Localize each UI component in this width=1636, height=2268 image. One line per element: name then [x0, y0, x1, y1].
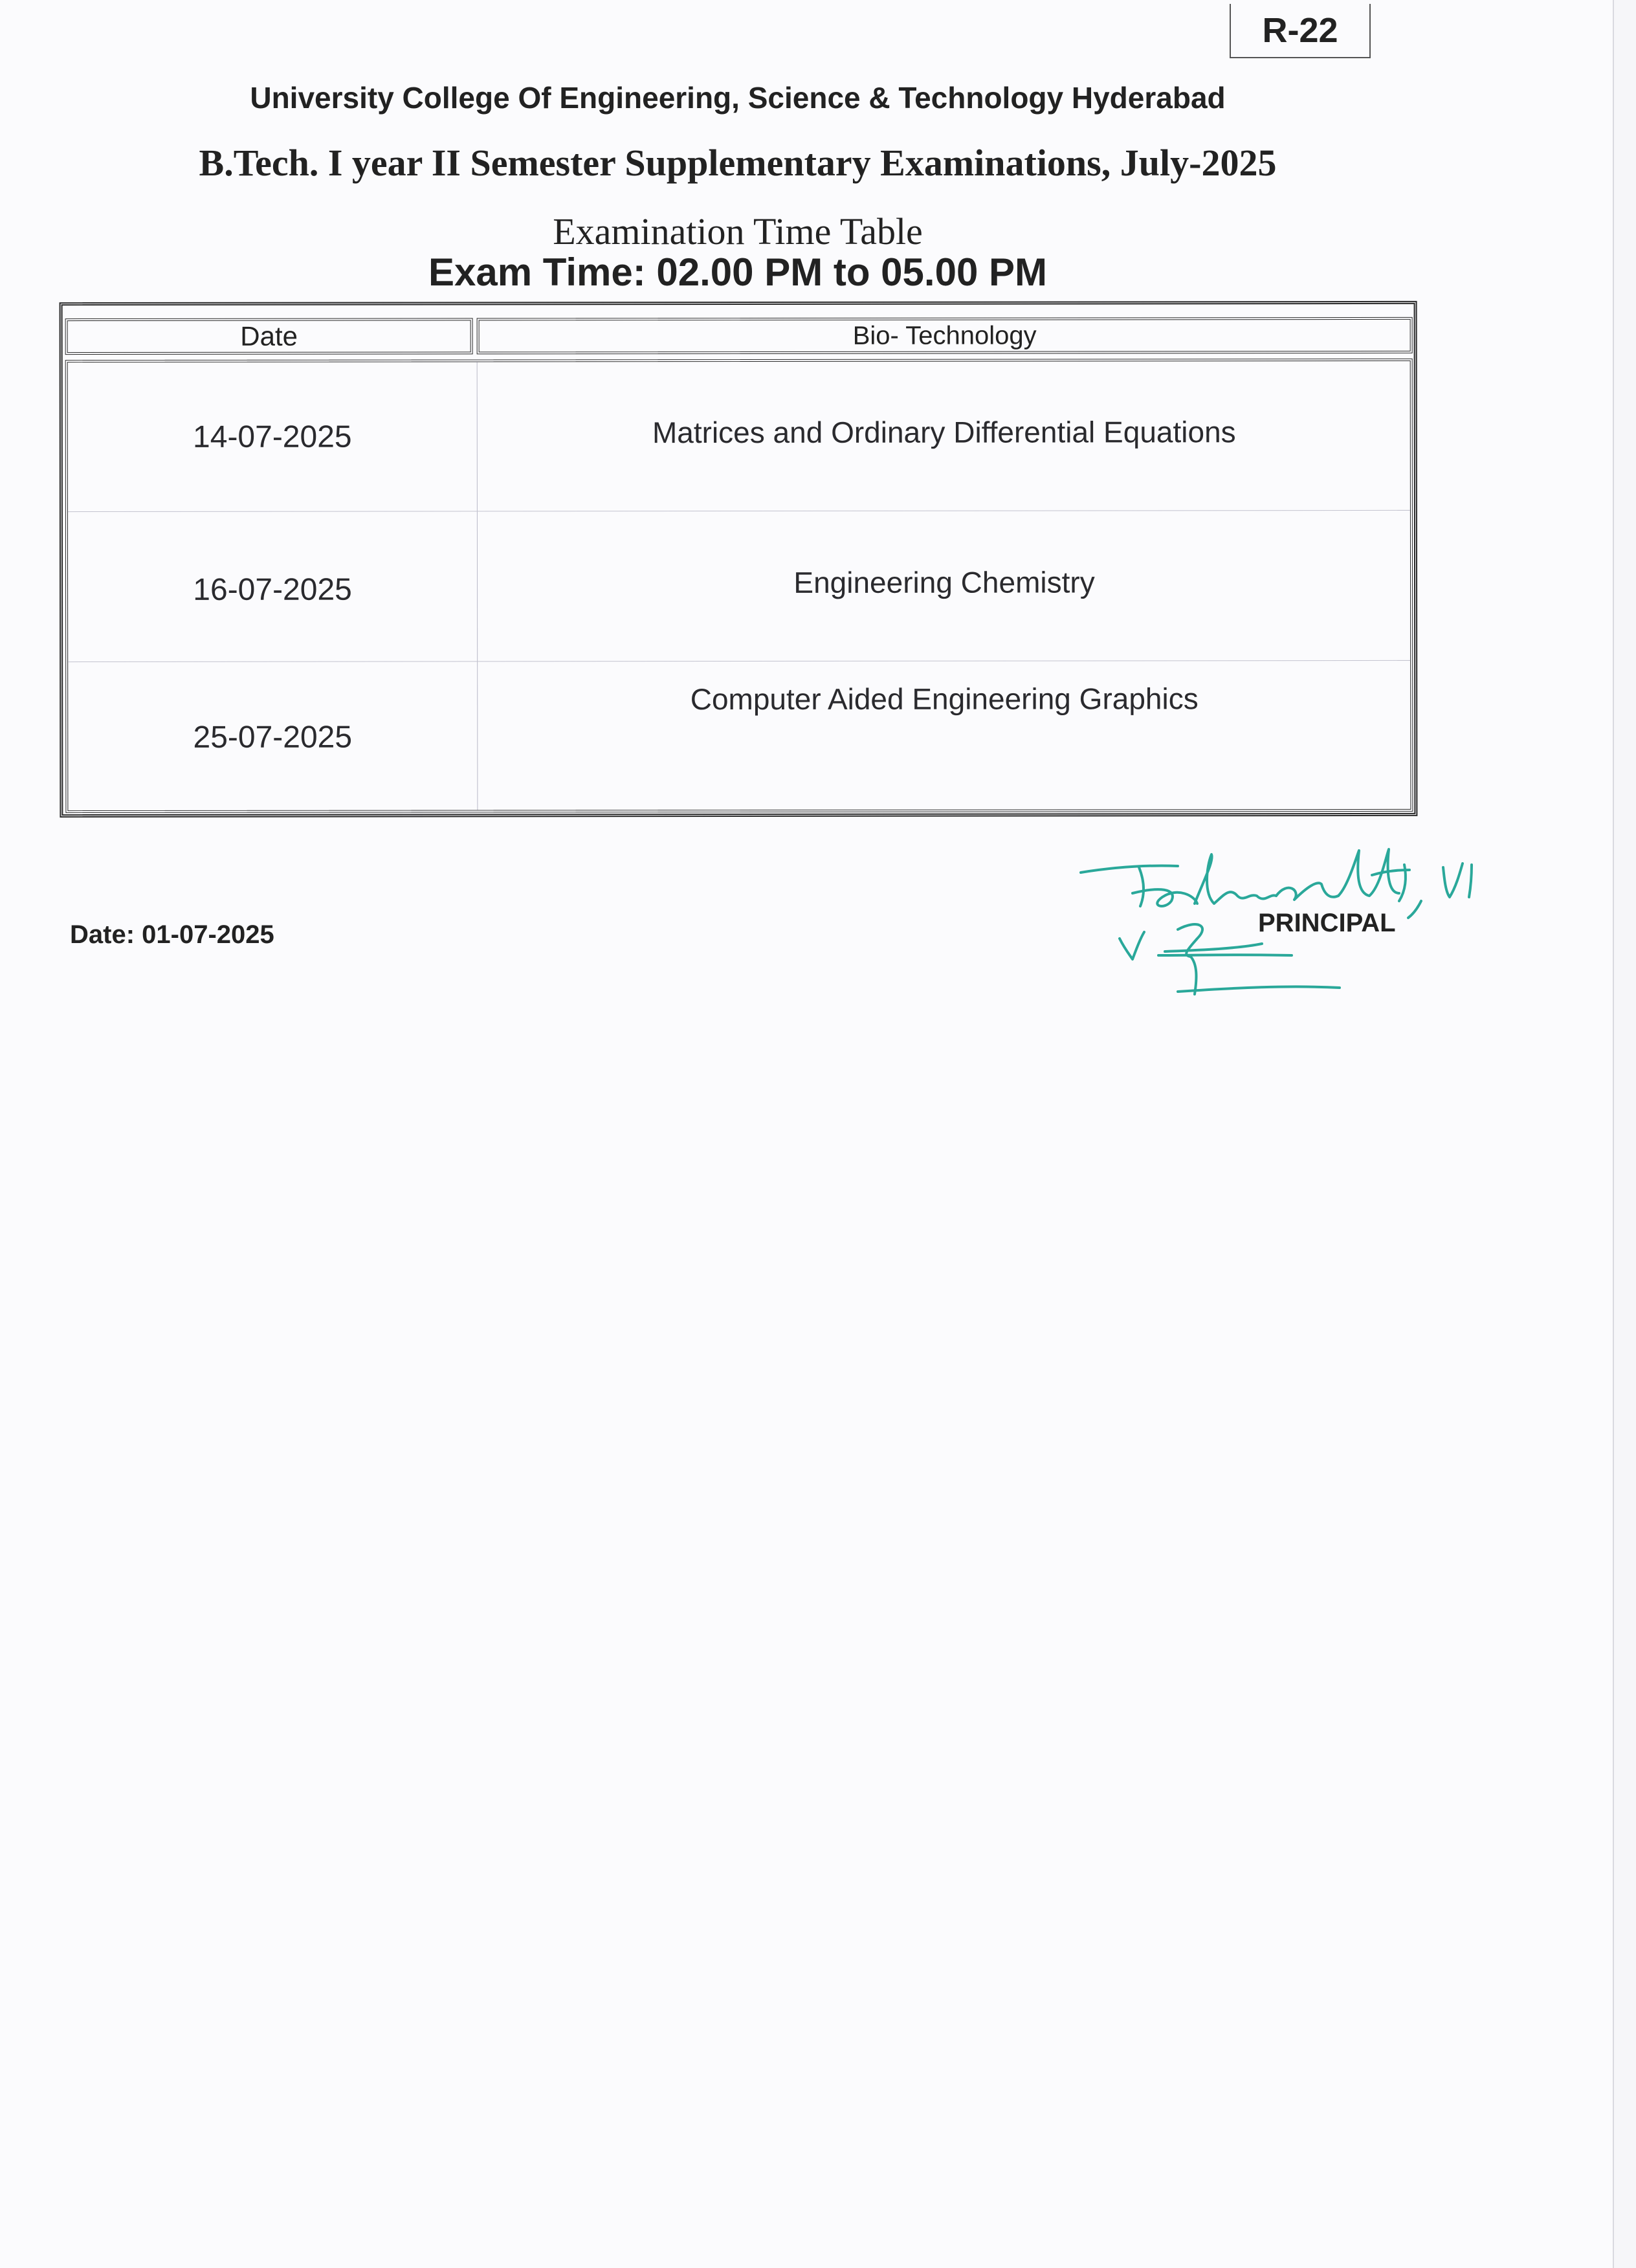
row-divider: [68, 660, 1410, 662]
row-divider: [68, 510, 1410, 512]
row-date: 14-07-2025: [193, 419, 352, 454]
exam-title: B.Tech. I year II Semester Supplementary Examinations, July-2025: [199, 142, 1277, 184]
row-date: 16-07-2025: [193, 572, 352, 607]
university-name: University College Of Engineering, Science & Technology Hyderabad: [250, 81, 1226, 115]
exam-time: Exam Time: 02.00 PM to 05.00 PM: [428, 250, 1047, 294]
column-header-date: Date: [65, 318, 473, 355]
table-body: [65, 359, 1413, 813]
column-header-branch: Bio- Technology: [477, 317, 1413, 355]
signatory-title: PRINCIPAL: [1258, 909, 1396, 937]
issue-date: Date: 01-07-2025: [70, 920, 274, 949]
row-date: 25-07-2025: [193, 720, 353, 755]
table-row: [68, 361, 1410, 454]
timetable-title: Examination Time Table: [553, 210, 923, 252]
timetable-table: [60, 301, 1418, 817]
regulation-badge: R-22: [1230, 4, 1371, 58]
row-subject: Engineering Chemistry: [793, 565, 1095, 599]
row-subject: Computer Aided Engineering Graphics: [690, 682, 1199, 717]
row-subject: Matrices and Ordinary Differential Equations: [652, 415, 1236, 450]
